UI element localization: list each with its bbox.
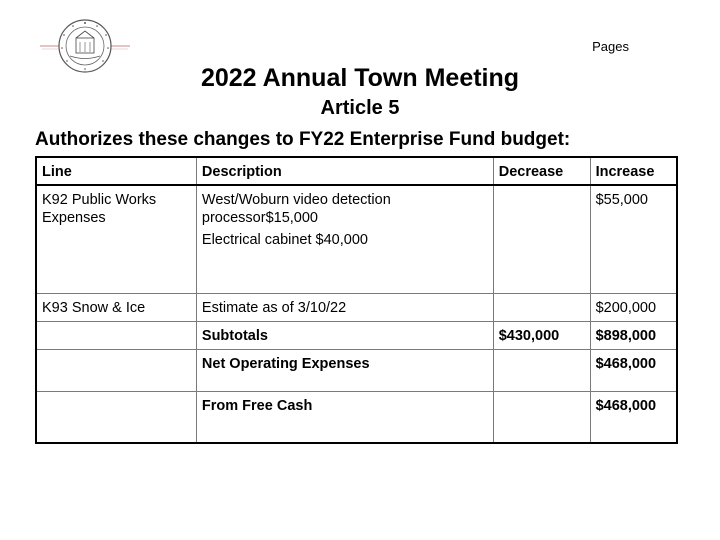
table-row: [36, 391, 677, 443]
page-subtitle: Article 5: [320, 97, 400, 119]
column-header-increase: Increase: [590, 157, 677, 185]
cell-decrease: [493, 185, 590, 293]
description-line: West/Woburn video detection processor$15,000: [201, 192, 391, 226]
cell-line: [36, 391, 196, 443]
cell-increase: $468,000: [590, 391, 677, 443]
cell-increase: $200,000: [590, 293, 677, 321]
cell-line: K93 Snow & Ice: [36, 293, 196, 321]
table-header-row: [36, 157, 677, 185]
cell-description: Net Operating Expenses: [196, 349, 493, 391]
cell-increase: $55,000: [590, 185, 677, 293]
cell-description: [196, 185, 493, 293]
column-header-line: Line: [36, 157, 196, 185]
cell-line: [36, 321, 196, 349]
description-line: Electrical cabinet $40,000: [201, 232, 368, 248]
budget-table: [35, 156, 678, 444]
cell-description: Subtotals: [196, 321, 493, 349]
pages-label: Pages: [592, 39, 629, 54]
cell-line: K92 Public Works Expenses: [36, 185, 196, 293]
cell-increase: $468,000: [590, 349, 677, 391]
cell-decrease: [493, 391, 590, 443]
column-header-description: Description: [196, 157, 493, 185]
cell-decrease: $430,000: [493, 321, 590, 349]
table-row: [36, 185, 677, 293]
page-title: 2022 Annual Town Meeting: [200, 64, 520, 92]
table-row: [36, 349, 677, 391]
cell-decrease: [493, 293, 590, 321]
table-row: [36, 321, 677, 349]
column-header-decrease: Decrease: [493, 157, 590, 185]
section-heading: Authorizes these changes to FY22 Enterprise Fund budget:: [35, 129, 571, 150]
cell-decrease: [493, 349, 590, 391]
cell-description: Estimate as of 3/10/22: [196, 293, 493, 321]
cell-description: From Free Cash: [196, 391, 493, 443]
cell-increase: $898,000: [590, 321, 677, 349]
table-row: [36, 293, 677, 321]
cell-line: [36, 349, 196, 391]
